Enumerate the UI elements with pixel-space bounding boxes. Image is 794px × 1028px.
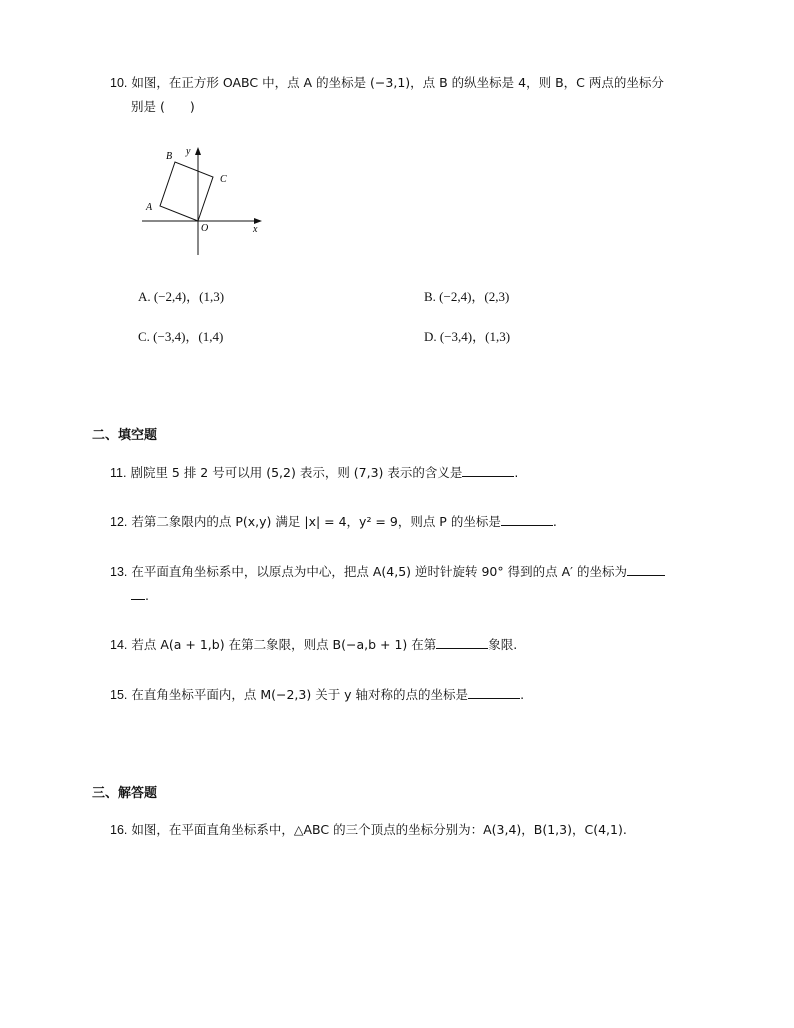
question-number: 14. xyxy=(110,638,128,652)
square-coordinate-figure xyxy=(136,142,266,260)
question-number: 13. xyxy=(110,565,128,579)
question-end: . xyxy=(520,687,525,702)
answer-blank-continued[interactable] xyxy=(131,587,145,600)
question-11 xyxy=(110,464,518,482)
question-number: 15. xyxy=(110,688,128,702)
question-13-line2 xyxy=(131,587,149,605)
question-stem: 剧院里 5 排 2 号可以用 (5,2) 表示，则 (7,3) 表示的含义是 xyxy=(130,465,463,480)
option-text: (−2,4)，(1,3) xyxy=(153,289,225,304)
question-stem: 若点 A(a + 1,b) 在第二象限，则点 B(−a,b + 1) 在第 xyxy=(131,637,437,652)
option-text: (−2,4)，(2,3) xyxy=(439,289,510,304)
option-key: D. xyxy=(424,329,437,344)
square-oabc xyxy=(160,162,213,221)
answer-blank[interactable] xyxy=(436,636,488,649)
label-a: A xyxy=(146,202,153,213)
question-number: 12. xyxy=(110,515,128,529)
option-a xyxy=(138,286,224,305)
answer-blank[interactable] xyxy=(462,464,514,477)
option-text: (−3,4)，(1,3) xyxy=(439,329,511,344)
option-text: (−3,4)，(1,4) xyxy=(153,329,224,344)
option-key: C. xyxy=(138,329,150,344)
label-c: C xyxy=(220,174,227,185)
question-12 xyxy=(110,513,557,531)
question-stem: 若第二象限内的点 P(x,y) 满足 |x| = 4，y² = 9，则点 P 的坐标是 xyxy=(131,514,501,529)
label-b: B xyxy=(166,151,173,162)
question-stem: 在直角坐标平面内，点 M(−2,3) 关于 y 轴对称的点的坐标是 xyxy=(131,687,469,702)
question-number: 16. xyxy=(110,823,128,837)
label-y: y xyxy=(186,146,191,157)
question-end: 象限. xyxy=(488,637,518,652)
option-key: B. xyxy=(424,289,436,304)
question-stem: 如图，在正方形 OABC 中，点 A 的坐标是 (−3,1)，点 B 的纵坐标是 4，则 B，C 两点的坐标分 xyxy=(131,75,664,90)
option-b xyxy=(424,286,509,305)
section-title-fill-in: 二、填空题 xyxy=(92,428,158,443)
section-title-solve: 三、解答题 xyxy=(92,786,158,801)
y-axis-arrow xyxy=(195,147,201,155)
answer-blank[interactable] xyxy=(501,513,553,526)
question-stem: 如图，在平面直角坐标系中，△ABC 的三个顶点的坐标分别为：A(3,4)，B(1,3)，C(4,1). xyxy=(131,822,627,837)
label-o: O xyxy=(201,223,209,234)
question-end: . xyxy=(552,514,557,529)
option-c xyxy=(138,326,223,345)
question-number: 10. xyxy=(110,76,128,90)
option-d xyxy=(424,326,510,345)
question-stem: 在平面直角坐标系中，以原点为中心，把点 A(4,5) 逆时针旋转 90° 得到的点 A′ 的坐标为 xyxy=(131,564,627,579)
label-x: x xyxy=(253,224,258,235)
question-end: . xyxy=(514,465,519,480)
question-15 xyxy=(110,686,524,704)
question-16 xyxy=(110,821,627,839)
question-14 xyxy=(110,636,517,654)
answer-blank[interactable] xyxy=(627,563,665,576)
option-key: A. xyxy=(138,289,151,304)
question-13-line1 xyxy=(110,563,665,581)
question-10-line1 xyxy=(110,74,664,92)
answer-blank[interactable] xyxy=(468,686,520,699)
question-end: . xyxy=(145,588,149,603)
question-10-line2: 别是 ( ) xyxy=(131,99,195,114)
question-number: 11. xyxy=(110,466,127,480)
